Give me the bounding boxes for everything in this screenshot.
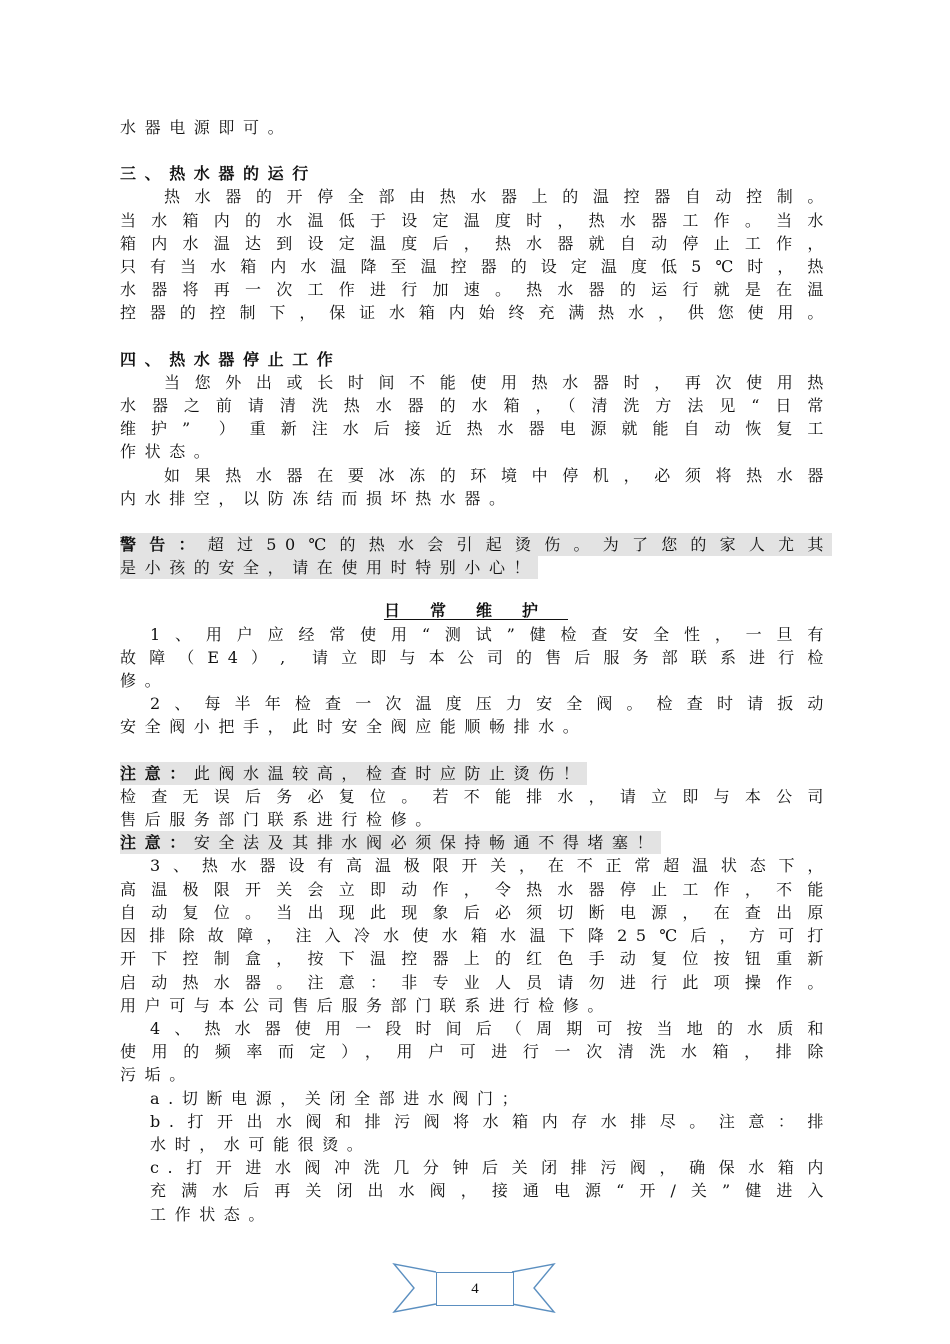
text-line: 开下控制盒，按下温控器上的红色手动复位按钮重新	[120, 949, 832, 969]
text-line: 4、热水器使用一段时间后（周期可按当地的水质和	[150, 1018, 832, 1038]
page-number: 4	[436, 1272, 514, 1306]
text-line: 箱内水温达到设定温度后，热水器就自动停止工作，	[120, 233, 832, 253]
text-line: 高温极限开关会立即动作，令热水器停止工作，不能	[120, 879, 832, 899]
step-b: 水时，水可能很烫。	[150, 1134, 372, 1154]
text-line: 内水排空，以防冻结而损坏热水器。	[120, 488, 514, 508]
text-line: 自动复位。当出现此现象后必须切断电源，在查出原	[120, 902, 832, 922]
text-line: 1、用户应经常使用“测试”健检查安全性，一旦有	[150, 624, 832, 644]
text-line: 修。	[120, 671, 170, 691]
text-line: 启动热水器。注意：非专业人员请勿进行此项操作。	[120, 972, 832, 992]
text-line: 维护” ）重新注水后接近热水器电源就能自动恢复工	[120, 419, 832, 439]
text-line: 水器电源即可。	[120, 118, 293, 137]
step-b: b.打开出水阀和排污阀将水箱内存水排尽。注意：排	[150, 1111, 832, 1131]
text-line: 水器将再一次工作进行加速。热水器的运行就是在温	[120, 280, 832, 300]
text-line: 热水器的开停全部由热水器上的温控器自动控制。	[164, 187, 832, 207]
step-c: 工作状态。	[150, 1204, 274, 1224]
text-line: 售后服务部门联系进行检修。	[120, 810, 440, 830]
text-line: 2、每半年检查一次温度压力安全阀。检查时请扳动	[150, 694, 832, 714]
note-line: 注意：安全法及其排水阀必须保持畅通不得堵塞！	[120, 831, 832, 854]
page-footer	[388, 1258, 560, 1322]
text-line: 控器的控制下，保证水箱内始终充满热水，供您使用。	[120, 303, 832, 323]
note-line: 注意：此阀水温较高，检查时应防止烫伤！	[120, 762, 832, 785]
text-line: 当水箱内的水温低于设定温度时，热水器工作。当水	[120, 210, 832, 230]
text-line: 作状态。	[120, 442, 219, 462]
text-line: 检查无误后务必复位。若不能排水，请立即与本公司	[120, 786, 832, 806]
text-line: 使用的频率而定），用户可进行一次清洗水箱，排除	[120, 1042, 832, 1062]
text-line: 故障（E4）, 请立即与本公司的售后服务部联系进行检	[120, 647, 832, 667]
maintenance-title: 日常维护	[383, 601, 568, 621]
text-line: 当您外出或长时间不能使用热水器时，再次使用热	[164, 372, 832, 392]
document-body	[120, 116, 832, 1226]
text-line: 水器之前请清洗热水器的水箱，（清洗方法见“日常	[120, 396, 832, 416]
note-label: 注意：	[120, 833, 194, 853]
text-line: 用户可与本公司售后服务部门联系进行检修。	[120, 995, 613, 1015]
text-line: 因排除故障，注入冷水使水箱水温下降25℃后，方可打	[120, 926, 832, 946]
text-line: 3、热水器设有高温极限开关，在不正常超温状态下，	[150, 856, 832, 876]
warning-line: 是小孩的安全，请在使用时特别小心！	[120, 556, 832, 579]
step-a: a.切断电源，关闭全部进水阀门；	[150, 1088, 527, 1108]
step-c: 充满水后再关闭出水阀，接通电源“开/关”健进入	[150, 1181, 832, 1201]
text-line: 污垢。	[120, 1065, 194, 1085]
text-line: 安全阀小把手，此时安全阀应能顺畅排水。	[120, 717, 588, 737]
section-heading-operation: 三、热水器的运行	[120, 164, 317, 184]
warning-line: 警告：超过50℃的热水会引起烫伤。为了您的家人尤其	[120, 533, 832, 556]
warning-label: 警告：	[120, 535, 208, 555]
note-label: 注意：	[120, 763, 194, 783]
step-c: c.打开进水阀冲洗几分钟后关闭排污阀，确保水箱内	[150, 1158, 832, 1178]
text-line: 如果热水器在要冰冻的环境中停机，必须将热水器	[164, 465, 832, 485]
section-heading-stop: 四、热水器停止工作	[120, 349, 342, 369]
text-line: 只有当水箱内水温降至温控器的设定温度低5℃时，热	[120, 257, 832, 277]
